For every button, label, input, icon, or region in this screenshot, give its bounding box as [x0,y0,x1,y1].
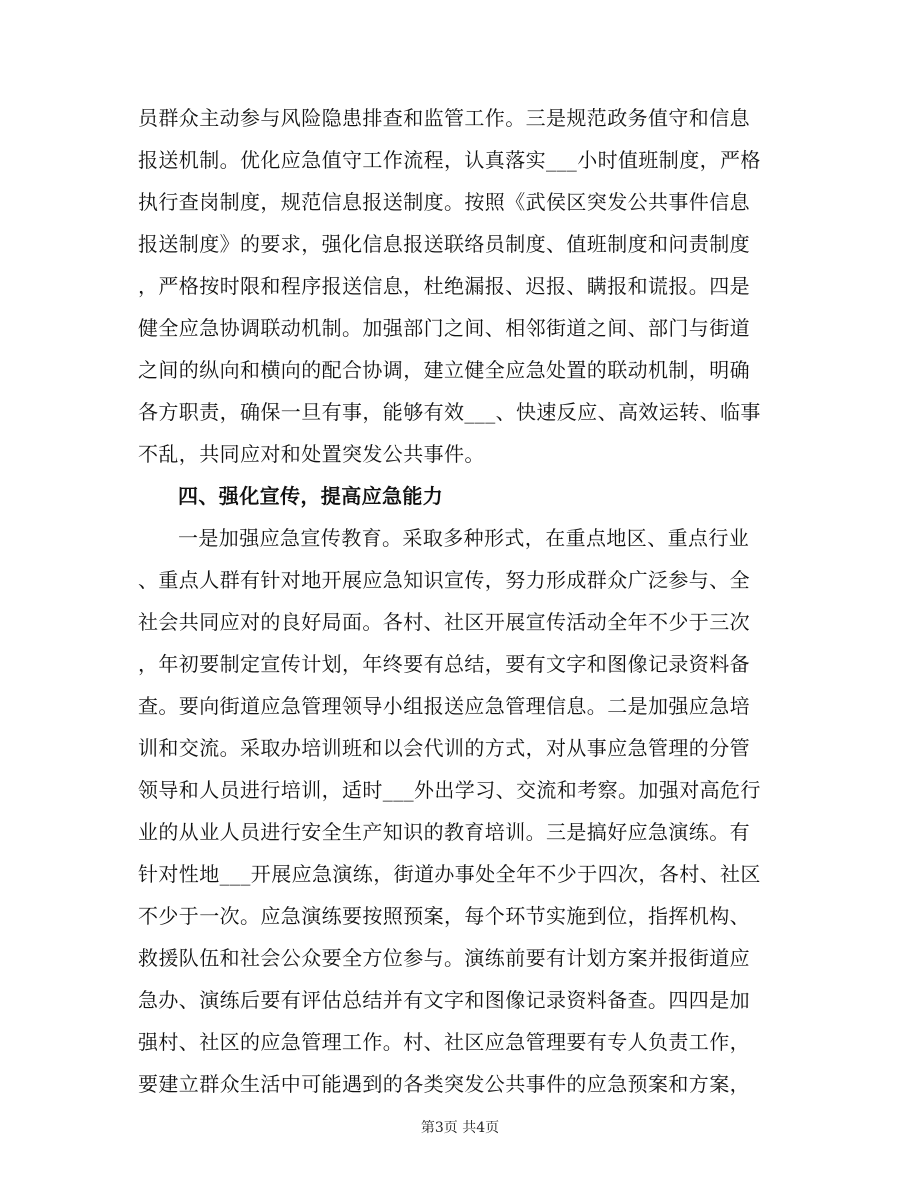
body-line: 救援队伍和社会公众要全方位参与。演练前要有计划方案并报街道应 [138,946,750,970]
body-line: ，年初要制定宣传计划，年终要有总结，要有文字和图像记录资料备 [138,652,750,676]
body-line: 急办、演练后要有评估总结并有文字和图像记录资料备查。四四是加 [138,988,750,1012]
body-line: 不乱，共同应对和处置突发公共事件。 [138,442,485,466]
body-line: 查。要向街道应急管理领导小组报送应急管理信息。二是加强应急培 [138,694,750,718]
body-line: 报送制度》的要求，强化信息报送联络员制度、值班制度和问责制度 [138,232,750,256]
body-line: 训和交流。采取办培训班和以会代训的方式，对从事应急管理的分管 [138,736,750,760]
body-line: 针对性地___开展应急演练，街道办事处全年不少于四次，各村、社区 [138,862,761,886]
body-line: 业的从业人员进行安全生产知识的教育培训。三是搞好应急演练。有 [138,820,750,844]
body-line: 社会共同应对的良好局面。各村、社区开展宣传活动全年不少于三次 [138,610,750,634]
body-line: 之间的纵向和横向的配合协调，建立健全应急处置的联动机制，明确 [138,358,750,382]
body-line: 报送机制。优化应急值守工作流程，认真落实___小时值班制度，严格 [138,148,761,172]
body-line: 员群众主动参与风险隐患排查和监管工作。三是规范政务值守和信息 [138,106,750,130]
body-line: 各方职责，确保一旦有事，能够有效___、快速反应、高效运转、临事 [138,400,761,424]
body-line: 领导和人员进行培训，适时___外出学习、交流和考察。加强对高危行 [138,778,761,802]
body-line: ，严格按时限和程序报送信息，杜绝漏报、迟报、瞒报和谎报。四是 [138,274,750,298]
body-line: 不少于一次。应急演练要按照预案，每个环节实施到位，指挥机构、 [138,904,750,928]
body-line: 执行查岗制度，规范信息报送制度。按照《武侯区突发公共事件信息 [138,190,750,214]
body-line: 要建立群众生活中可能遇到的各类突发公共事件的应急预案和方案， [138,1072,750,1096]
body-line: 一是加强应急宣传教育。采取多种形式，在重点地区、重点行业 [178,526,750,550]
page-indicator: 第3页 共4页 [420,1120,500,1136]
body-line: 强村、社区的应急管理工作。村、社区应急管理要有专人负责工作， [138,1030,750,1054]
body-line: 健全应急协调联动机制。加强部门之间、相邻街道之间、部门与街道 [138,316,750,340]
section-heading: 四、强化宣传，提高应急能力 [178,484,444,508]
body-line: 、重点人群有针对地开展应急知识宣传，努力形成群众广泛参与、全 [138,568,750,592]
